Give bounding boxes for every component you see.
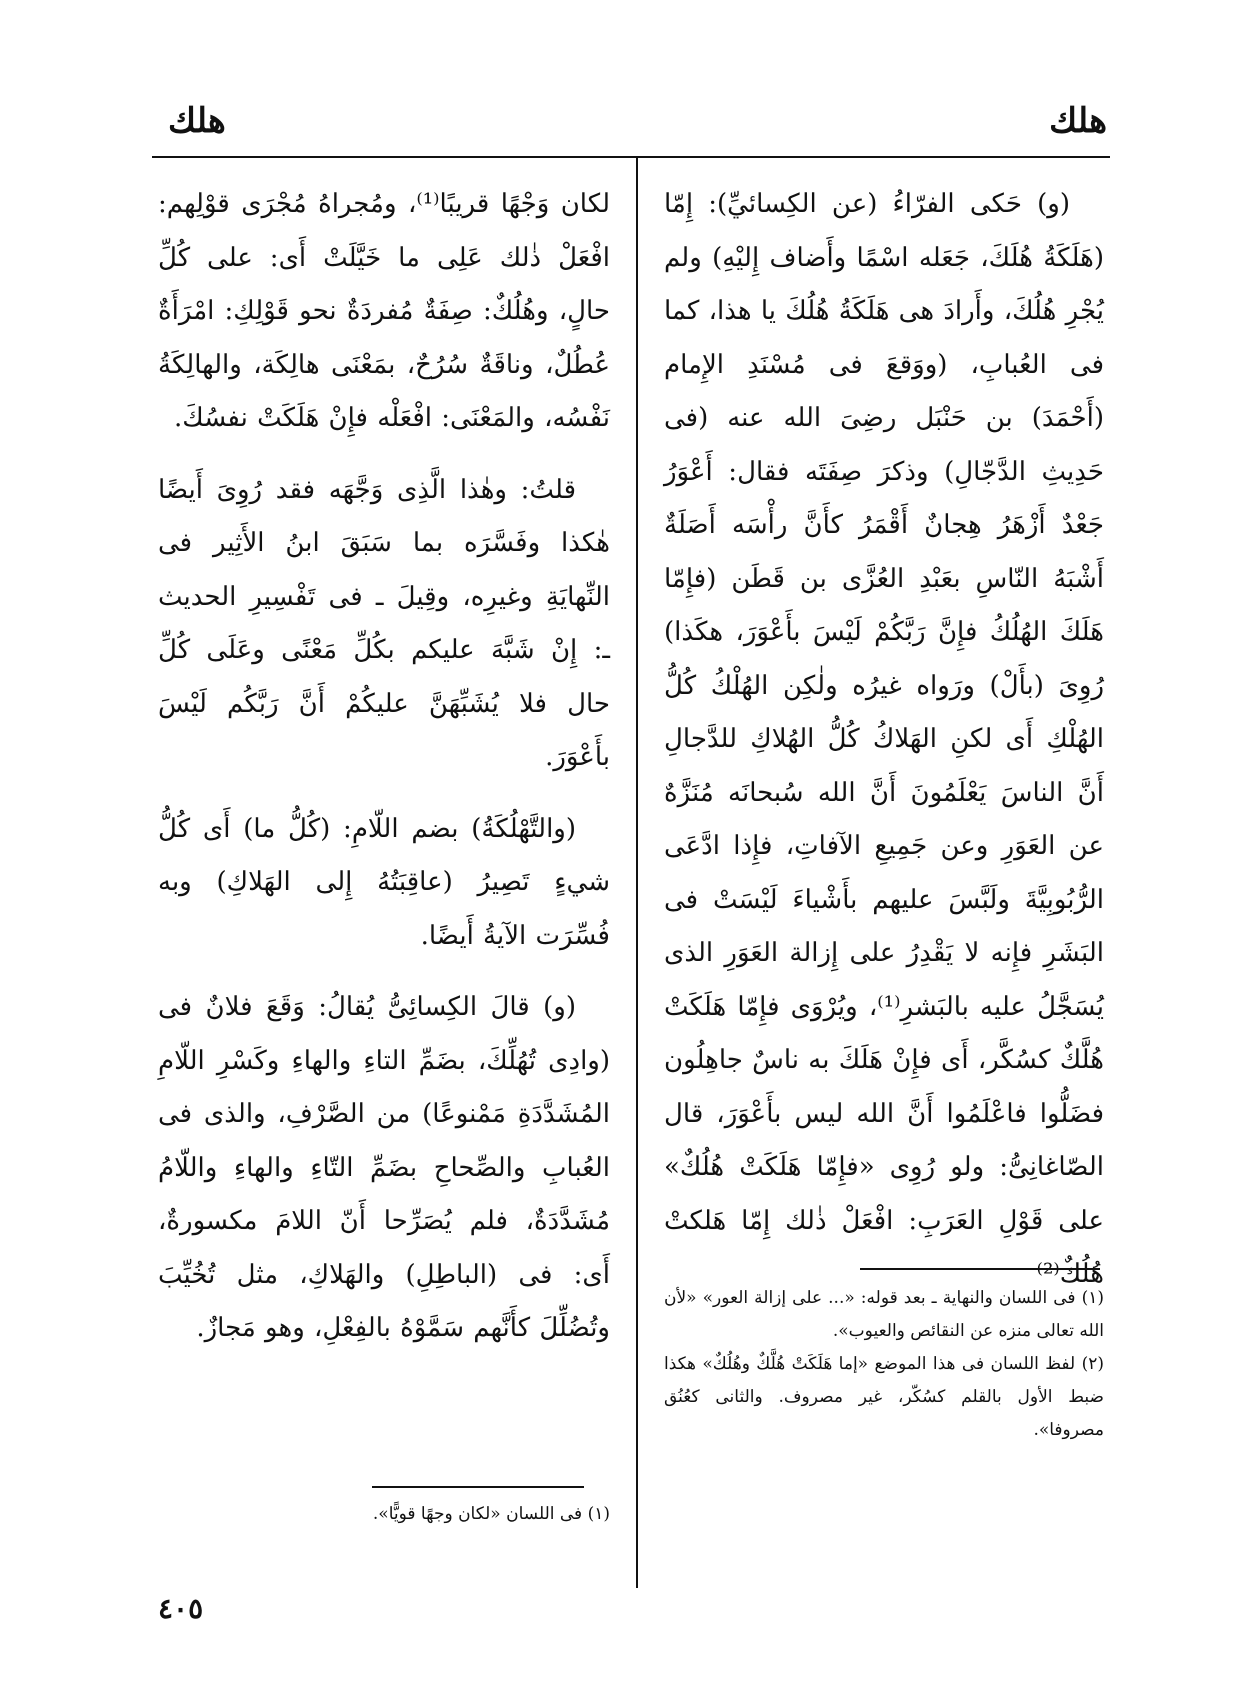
left-paragraph-text: (والتَّهْلُكَةُ) بضم اللّامِ: (كُلُّ ما) أَى كُلُّ شيءٍ تَصِيرُ (عاقِبَتُهُ إِلى الهَلاكِ) وبه فُسِّرَت الآيةُ أَيضًا. — [158, 813, 610, 951]
running-header-left: هلك — [168, 101, 226, 141]
right-footnotes — [664, 1282, 1104, 1447]
left-paragraph-text: (و) قالَ الكِسائِىُّ يُقالُ: وَقَعَ فلانٌ فى (وادِى تُهُلِّكَ، بضَمِّ التاءِ والهاءِ وكَسْرِ اللّامِ المُشَدَّدَةِ مَمْنوعًا) من الصَّرْفِ، والذى فى العُبابِ والصِّحاحِ بضَمِّ التّاءِ والهاءِ واللّامُ مُشَدَّدَةٌ، فلم يُصَرِّحا أَنّ اللامَ مكسورةٌ، أَى: فى (الباطِلِ) والهَلاكِ، مثل تُخُيِّبَ وتُضُلِّلَ كأَنَّهم سَمَّوْهُ بالفِعْلِ، وهو مَجازٌ. — [158, 992, 610, 1343]
footnote-left-1: (١) فى اللسان «لكان وجهًا قويًّا». — [372, 1504, 610, 1524]
right-column-paragraph — [664, 178, 1104, 1302]
left-column-paragraph — [158, 981, 610, 1356]
footnote-rule-left — [372, 1486, 584, 1488]
running-header-right: هلك — [1049, 101, 1107, 141]
right-paragraph-text: (و) حَكى الفرّاءُ (عن الكِسائيِّ): إِمّا (هَلَكَةُ هُلَكَ، جَعَله اسْمًا وأَضاف إِليْهِ) ولم يُجْرِ هُلُكَ، وأَرادَ هى هَلَكَةُ هُلُكَ يا هذا، كما فى العُبابِ، (ووَقعَ فى مُسْنَدِ الإِمام (أَحْمَدَ) بن حَنْبَل رضِىَ الله عنه (فى حَدِيثِ الدَّجّالِ) وذكرَ صِفَتَه فقال: أَعْوَرُ جَعْدٌ أَزْهَرُ هِجانٌ أَقْمَرُ كأَنَّ رأْسَه أَصَلَةٌ أَشْبَهُ النّاسِ بعَبْدِ العُزَّى بن قَطَن (فإِمّا هَلَكَ الهُلُكُ فإِنَّ رَبَّكُمْ لَيْسَ بأَعْوَرَ، هكَذا) رُوِىَ (بأَلْ) ورَواه غيرُه ولٰكِن الهُلْكُ كُلُّ الهُلْكِ أَى لكنِ الهَلاكُ كُلُّ الهُلاكِ للدَّجالِ أَنَّ الناسَ يَعْلَمُونَ أَنَّ الله سُبحانَه مُنَزَّهٌ عن العَوَرِ وعن جَمِيعِ الآفاتِ، فإِذا ادَّعَى الرُّبُوبِيَّةَ ولَبَّسَ عليهم بأَشْياءَ لَيْسَتْ فى البَشَرِ فإِنه لا يَقْدِرُ على إِزالة العَوَرِ الذى يُسَجَّلُ عليه بالبَشرِ⁽¹⁾، ويُرْوَى فإِمّا هَلَكَتْ هُلَّكٌ كسُكَّر، أَى فإِنْ هَلَكَ به ناسٌ جاهِلُون فضَلُّوا فاعْلَمُوا أَنَّ الله ليس بأَعْوَرَ، قال الصّاغانِىُّ: ولو رُوِى «فإِمّا هَلَكَتْ هُلُكٌ» على قَوْلِ العَرَبِ: افْعَلْ ذٰلك إِمّا هَلكتْ هُلُكٌ⁽²⁾ — [664, 189, 1104, 1289]
left-column-paragraph — [158, 464, 610, 785]
right-column — [664, 178, 1104, 1302]
left-column-paragraph — [158, 803, 610, 964]
page-number: ٤٠٥ — [158, 1592, 204, 1625]
left-column — [158, 178, 610, 1356]
left-column-paragraph: لكان وَجْهًا قريبًا⁽¹⁾، ومُجراهُ مُجْرَى قوْلِهم: افْعَلْ ذٰلك عَلِى ما خَيَّلَتْ أَى: على كُلِّ حالٍ، وهُلُكٌ: صِفَةٌ مُفردَةٌ نحو قَوْلِكِ: امْرَأَةٌ عُطُلٌ، وناقَةٌ سُرُحٌ، بمَعْنَى هالِكَة، والهالِكَةُ نَفْسُه، والمَعْنَى: افْعَلْه فإِنْ هَلَكَتْ نفسُكَ. — [158, 189, 611, 433]
header-rule — [152, 156, 1110, 158]
left-footnotes — [158, 1498, 610, 1531]
footnote-right-2: (٢) لفظ اللسان فى هذا الموضع «إما هَلَكَتْ هُلَّكٌ وهُلُكٌ» هكذا ضبط الأول بالقلم كسُكّر، غير مصروف. والثانى كعُنُق مصروفا». — [664, 1354, 1104, 1440]
column-divider — [636, 158, 638, 1588]
footnote-rule-right — [860, 1268, 1100, 1270]
left-paragraph-text: قلتُ: وهٰذا الَّذِى وَجَّهَه فقد رُوِىَ أَيضًا هٰكذا وفَسَّرَه بما سَبَقَ ابنُ الأَثِير فى النِّهايَةِ وغيرِه، وقِيلَ ـ فى تَفْسِيرِ الحديث ـ: إِنْ شَبَّهَ عليكم بكُلِّ مَعْنًى وعَلَى كُلِّ حال فلا يُشَبِّهَنَّ عليكُمْ أَنَّ رَبَّكُم لَيْسَ بأَعْوَرَ. — [158, 474, 610, 772]
footnote-right-1: (١) فى اللسان والنهاية ـ بعد قوله: «... على إزالة العور» «لأن الله تعالى منزه عن النقائص والعيوب». — [664, 1288, 1104, 1341]
